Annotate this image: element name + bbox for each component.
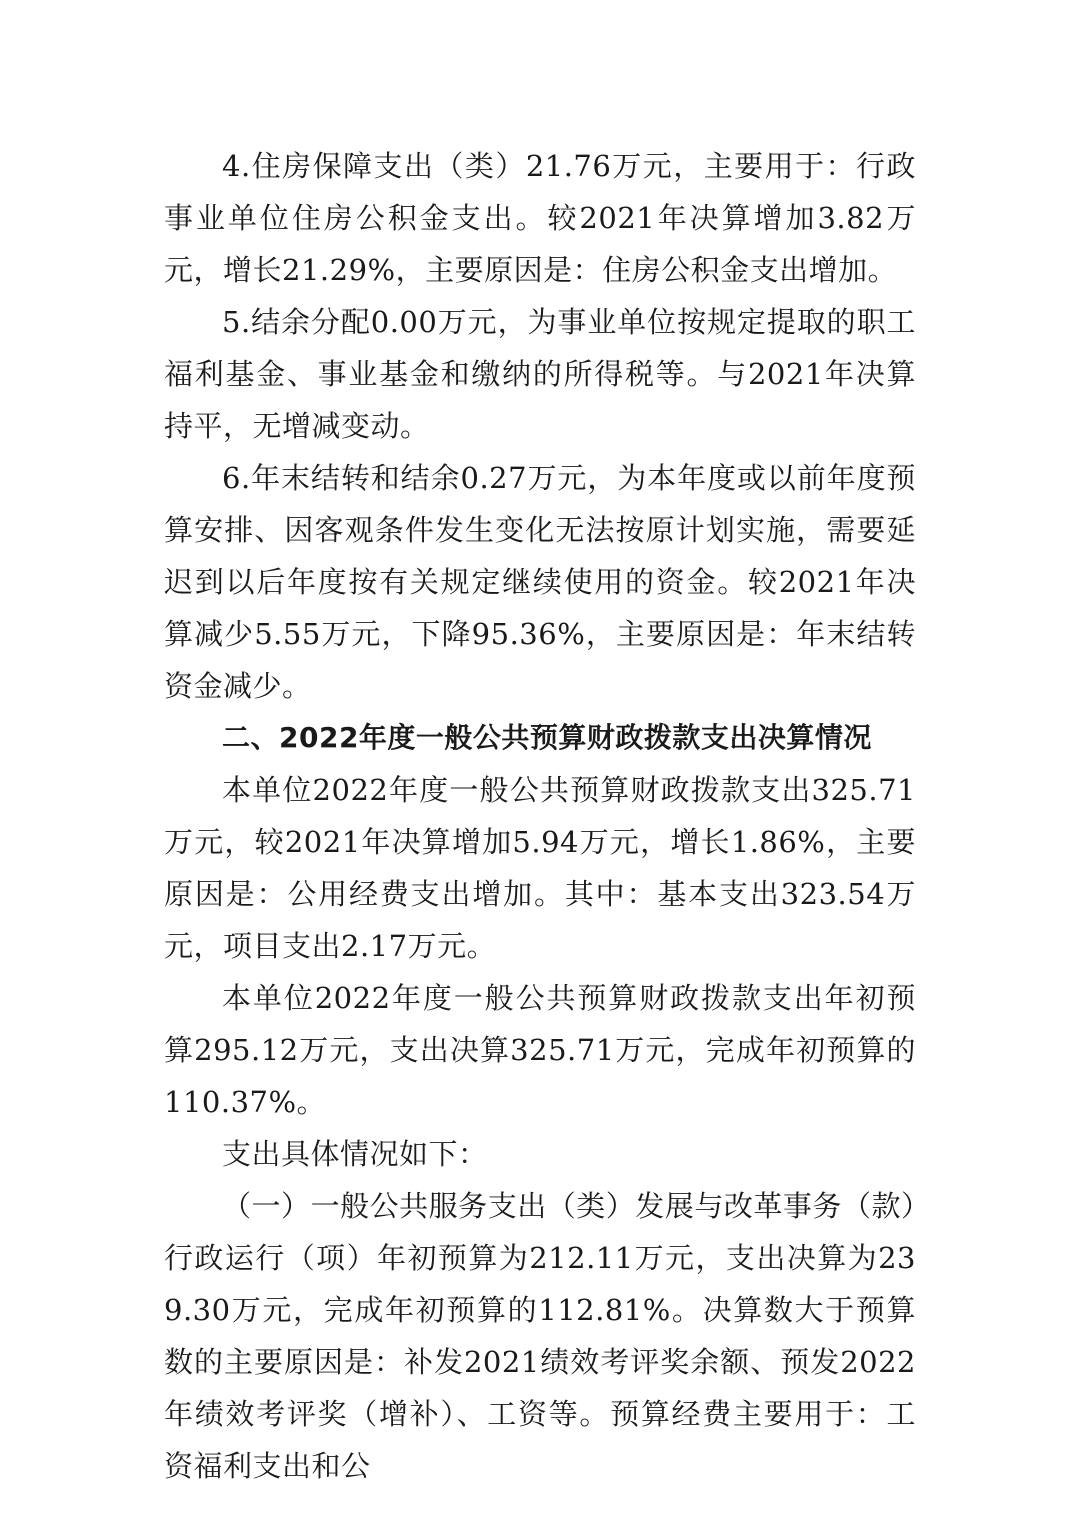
paragraph-surplus-distribution: 5.结余分配0.00万元，为事业单位按规定提取的职工福利基金、事业基金和缴纳的所得税等。与2021年决算持平，无增减变动。 <box>164 305 916 443</box>
paragraph-year-end-balance: 6.年末结转和结余0.27万元，为本年度或以前年度预算安排、因客观条件发生变化无法按原计划实施，需要延迟到以后年度按有关规定继续使用的资金。较2021年决算减少5.55万元，下降95.36%，主要原因是：年末结转资金减少。 <box>164 461 916 703</box>
paragraph-general-budget-total: 本单位2022年度一般公共预算财政拨款支出325.71万元，较2021年决算增加5.94万元，增长1.86%，主要原因是：公用经费支出增加。其中：基本支出323.54万元，项目支出2.17万元。 <box>164 773 916 963</box>
paragraph-public-service-expenditure: （一）一般公共服务支出（类）发展与改革事务（款）行政运行（项）年初预算为212.11万元，支出决算为239.30万元，完成年初预算的112.81%。决算数大于预算数的主要原因是：补发2021绩效考评奖余额、预发2022年绩效考评奖（增补）、工资等。预算经费主要用于：工资福利支出和公 <box>164 1189 916 1483</box>
section-heading: 二、2022年度一般公共预算财政拨款支出决算情况 <box>222 721 872 754</box>
paragraph-budget-completion: 本单位2022年度一般公共预算财政拨款支出年初预算295.12万元，支出决算325.71万元，完成年初预算的110.37%。 <box>164 981 916 1119</box>
document-body <box>164 140 916 1492</box>
paragraph-details-intro: 支出具体情况如下： <box>222 1137 488 1171</box>
paragraph-housing-expenditure: 4.住房保障支出（类）21.76万元，主要用于：行政事业单位住房公积金支出。较2021年决算增加3.82万元，增长21.29%，主要原因是：住房公积金支出增加。 <box>164 149 916 287</box>
